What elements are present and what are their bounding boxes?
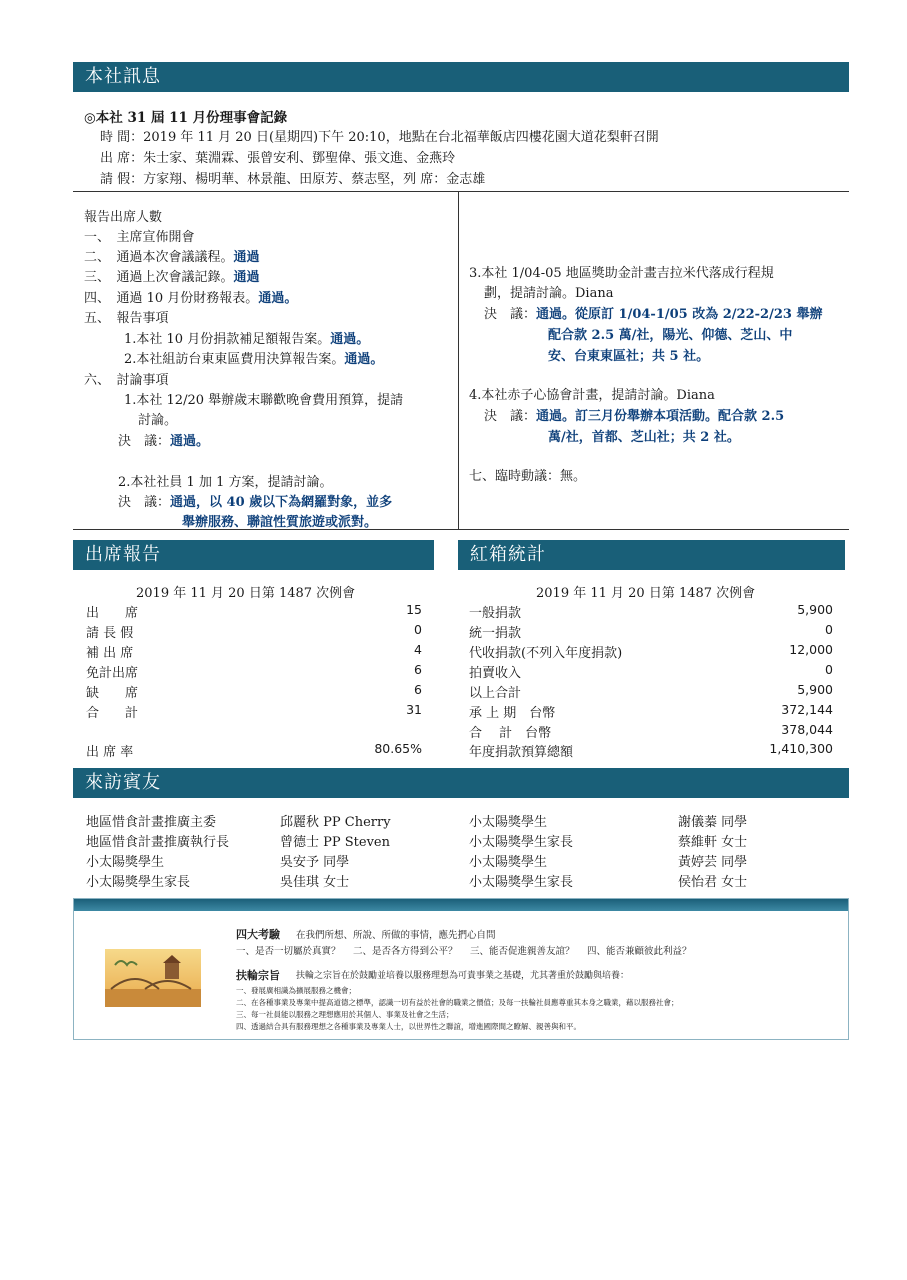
visitor-name: 曾德士 PP Steven <box>280 835 390 850</box>
visitor-role: 地區惜食計畫推廣主委 <box>86 815 217 830</box>
attendance-row: 請 長 假 0 <box>86 622 422 641</box>
redbox-row: 代收捐款(不列入年度捐款) 12,000 <box>469 642 833 661</box>
agenda-line: 三、 通過上次會議記錄。通過 <box>84 270 260 285</box>
visitor-name: 吳安予 同學 <box>280 855 350 870</box>
agenda-line: 舉辦服務、聯誼性質旅遊或派對。 <box>182 515 378 530</box>
visitor-role: 小太陽獎學生 <box>86 855 165 870</box>
agenda-item-3-cont: 劃，提請討論。Diana <box>484 286 614 301</box>
redbox-row: 合 計 台幣 378,044 <box>469 722 833 741</box>
attendance-rate: 出 席 率 80.65% <box>86 741 422 760</box>
agenda-line: 六、 討論事項 <box>84 373 169 388</box>
visitor-role: 小太陽獎學生 <box>469 855 548 870</box>
attendance-row: 缺 席 6 <box>86 682 422 701</box>
redbox-date: 2019 年 11 月 20 日第 1487 次例會 <box>536 586 756 601</box>
rotary-banner <box>73 898 849 1040</box>
agenda-line: 2.本社社員 1 加 1 方案，提請討論。 <box>118 475 333 490</box>
agenda-item-4-decision: 決 議：通過。訂三月份舉辦本項活動。配合款 2.5 <box>484 409 785 424</box>
attendance-row: 補 出 席 4 <box>86 642 422 661</box>
meeting-time: 時 間：2019 年 11 月 20 日(星期四)下午 20:10，地點在台北福華飯店四樓花園大道花梨軒召開 <box>100 130 659 145</box>
attendance-row: 免計出席 6 <box>86 662 422 681</box>
section-header-visitors: 來訪賓友 <box>73 768 849 798</box>
banner-top-stripe <box>74 899 848 911</box>
agenda-line: 四、 通過 10 月份財務報表。通過。 <box>84 291 298 306</box>
redbox-row: 以上合計 5,900 <box>469 682 833 701</box>
agenda-item-7: 七、臨時動議：無。 <box>469 469 587 484</box>
attendance-date: 2019 年 11 月 20 日第 1487 次例會 <box>136 586 356 601</box>
agenda-line: 五、 報告事項 <box>84 311 169 326</box>
agenda-item-4-decision-cont: 萬/社，首都、芝山社；共 2 社。 <box>548 430 740 445</box>
redbox-row: 承 上 期 台幣 372,144 <box>469 702 833 721</box>
agenda-item-3-decision: 決 議：通過。從原訂 1/04-1/05 改為 2/22-2/23 舉辦 <box>484 307 823 322</box>
object-of-rotary-intro: 扶輪之宗旨在於鼓勵並培養以服務理想為可貴事業之基礎，尤其著重於鼓勵與培養： <box>296 971 630 981</box>
visitor-name: 謝儀蓁 同學 <box>678 815 748 830</box>
section-header-news: 本社訊息 <box>73 62 849 92</box>
agenda-item-3-decision-cont: 安、台東東區社；共 5 社。 <box>548 349 710 364</box>
visitor-name: 侯怡君 女士 <box>678 875 748 890</box>
four-way-test-title: 四大考驗 <box>236 928 280 941</box>
agenda-line: 一、 主席宣佈開會 <box>84 230 195 245</box>
agenda-top-rule <box>73 191 849 192</box>
visitor-name: 蔡維軒 女士 <box>678 835 748 850</box>
attendance-row: 出 席 15 <box>86 602 422 621</box>
meeting-heading: ◎本社 31 屆 11 月份理事會記錄 <box>84 110 288 126</box>
visitor-name: 吳佳琪 女士 <box>280 875 350 890</box>
section-header-attendance: 出席報告 <box>73 540 434 570</box>
agenda-line: 報告出席人數 <box>84 210 163 225</box>
four-way-test-items: 一、是否一切屬於真實？ 二、是否各方得到公平？ 三、能否促進親善友誼？ 四、能否兼顧彼此利益？ <box>236 946 692 957</box>
attendance-row: 合 計 31 <box>86 702 422 721</box>
section-header-redbox: 紅箱統計 <box>458 540 845 570</box>
visitor-role: 小太陽獎學生 <box>469 815 548 830</box>
agenda-line: 決 議：通過，以 40 歲以下為網羅對象，並多 <box>118 495 393 510</box>
visitor-name: 黃婷芸 同學 <box>678 855 748 870</box>
meeting-leave: 請 假：方家翔、楊明華、林景龍、田原芳、蔡志堅，列 席：金志雄 <box>100 172 486 187</box>
agenda-line: 討論。 <box>138 413 178 428</box>
agenda-item-3: 3.本社 1/04-05 地區獎助金計畫吉拉米代落成行程規 <box>469 266 774 281</box>
visitor-role: 地區惜食計畫推廣執行長 <box>86 835 230 850</box>
four-way-test-intro: 在我們所想、所說、所做的事情，應先捫心自問 <box>296 930 496 941</box>
agenda-column-divider <box>458 191 459 529</box>
object-item: 二、在各種事業及專業中提高道德之標準，認識一切有益於社會的職業之價值；及每一扶輪社員應尊重其本身之職業，藉以服務社會； <box>236 998 679 1007</box>
agenda-line: 2.本社組訪台東東區費用決算報告案。通過。 <box>124 352 384 367</box>
redbox-row: 一般捐款 5,900 <box>469 602 833 621</box>
agenda-item-3-decision-cont: 配合款 2.5 萬/社，陽光、仰德、芝山、中 <box>548 328 793 343</box>
agenda-item-4: 4.本社赤子心協會計畫，提請討論。Diana <box>469 388 715 403</box>
visitor-name: 邱麗秋 PP Cherry <box>280 815 391 830</box>
object-of-rotary-title: 扶輪宗旨 <box>236 969 280 982</box>
landscape-illustration-icon <box>105 949 201 1007</box>
redbox-row: 拍賣收入 0 <box>469 662 833 681</box>
visitor-role: 小太陽獎學生家長 <box>86 875 191 890</box>
redbox-row: 統一捐款 0 <box>469 622 833 641</box>
object-item: 三、每一社員能以服務之理想應用於其個人、事業及社會之生活； <box>236 1010 454 1019</box>
meeting-attend: 出 席：朱士家、葉淵霖、張曾安利、鄧聖偉、張文進、金燕玲 <box>100 151 456 166</box>
visitor-role: 小太陽獎學生家長 <box>469 835 574 850</box>
agenda-line: 1.本社 10 月份捐款補足額報告案。通過。 <box>124 332 370 347</box>
visitor-role: 小太陽獎學生家長 <box>469 875 574 890</box>
object-item: 一、發展廣相識為擴展服務之機會； <box>236 986 356 995</box>
object-item: 四、透過結合具有服務理想之各種事業及專業人士，以世界性之聯誼，增進國際間之瞭解、親善與和平。 <box>236 1022 581 1031</box>
agenda-line: 1.本社 12/20 舉辦歲末聯歡晚會費用預算，提請 <box>124 393 404 408</box>
redbox-row: 年度捐款預算總額 1,410,300 <box>469 741 833 760</box>
agenda-line: 二、 通過本次會議議程。通過 <box>84 250 260 265</box>
agenda-line: 決 議：通過。 <box>118 434 210 449</box>
